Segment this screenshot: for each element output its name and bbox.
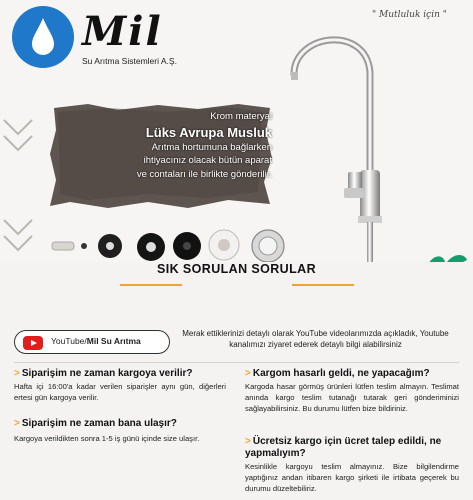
faq-answer-3: Kargoda hasar görmüş ürünleri lütfen teslim almayın. Teslimat anında kargo teslim tutanağı tutarak geri gönderiminizi sağlayabilirsiniz. Bu durumu lütfen bize bildiriniz. [245,382,459,413]
faq-marker: > [14,368,20,379]
product-line-4: ihtiyacınız olacak bütün aparat [143,155,272,166]
divider [14,362,459,363]
faq-title: SIK SORULAN SORULAR [157,262,316,276]
youtube-channel-name: Mil Su Arıtma [86,336,141,346]
faucet-image [280,20,400,262]
slogan: " Mutluluk için " [372,10,447,20]
faq-marker: > [245,368,251,379]
faq-answer-4: Kesinlikle kargoyu teslim almayınız. Bize bilgilendirme yaptığınız andan itibaren kargo şirketi ile irtibata geçerek bu durumu düzeltebiliriz. [245,462,459,493]
faq-marker: > [245,436,251,447]
decorative-arrows-icon [0,100,40,260]
title-underline-right [292,284,354,286]
faucet-parts-image [44,226,294,262]
faq-question-1: > Siparişim ne zaman kargoya verilir? [14,368,193,379]
logo-icon [12,6,74,68]
product-description [56,110,272,181]
product-name: Lüks Avrupa Musluk [145,124,272,140]
youtube-banner [14,328,459,358]
faq-answer-1: Hafta içi 16:00'a kadar verilen siparişler aynı gün, diğerleri ertesi gün kargoya verilir. [14,382,226,402]
leaf-decoration-icon [425,252,469,262]
youtube-channel-link[interactable] [14,330,170,354]
title-underline-left [120,284,182,286]
faq-question-4: > Ücretsiz kargo için ücret talep edildi, ne yapmalıyım? [245,436,442,459]
youtube-message: Merak ettiklerinizi detaylı olarak YouTube videolarımızda açıkladık, Youtube kanalımızı ziyaret ederek detaylı bilgi alabilirsiniz [182,329,449,349]
faq-question-2: > Siparişim ne zaman bana ulaşır? [14,418,177,429]
product-line-1: Krom materyal [210,111,272,122]
youtube-label: YouTube/Mil Su Arıtma [51,336,141,346]
brand-subtitle: Su Arıtma Sistemleri A.Ş. [82,56,177,66]
faq-marker: > [14,418,20,429]
faq-answer-2: Kargoya verildikten sonra 1-5 iş günü içinde size ulaşır. [14,434,200,443]
brand-name: Mil [82,8,163,55]
youtube-icon [23,336,43,350]
product-line-3: Arıtma hortumuna bağlarken [151,141,272,153]
faq-question-3: > Kargom hasarlı geldi, ne yapacağım? [245,368,430,379]
product-line-5: ve contaları ile birlikte gönderilir. [136,168,272,180]
